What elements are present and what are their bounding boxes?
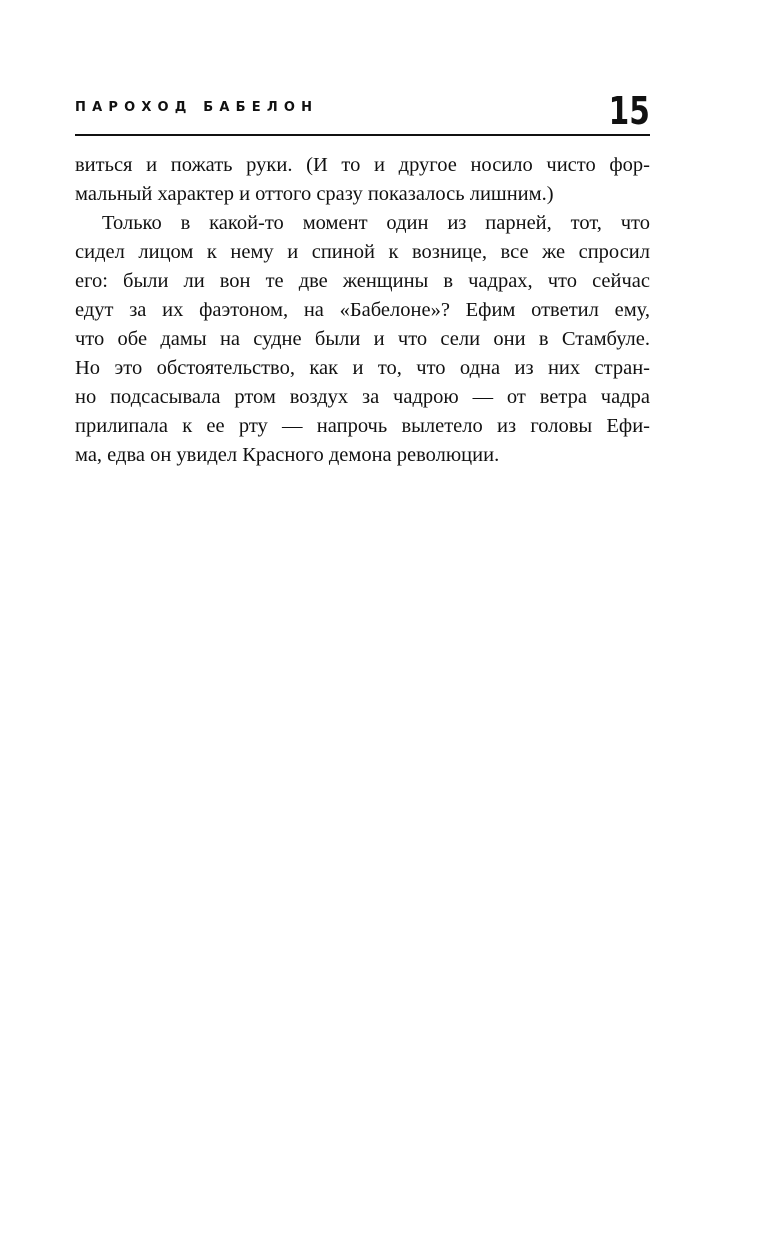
text-line: ма, едва он увидел Красного демона революции. xyxy=(75,444,500,466)
text-line: едут за их фаэтоном, на «Бабелоне»? Ефим ответил ему, xyxy=(75,299,650,321)
text-line: его: были ли вон те две женщины в чадрах, что сейчас xyxy=(75,270,650,292)
text-line: сидел лицом к нему и спиной к вознице, все же спросил xyxy=(75,241,650,263)
header-rule xyxy=(75,134,650,136)
text-line: виться и пожать руки. (И то и другое носило чисто фор- xyxy=(75,154,650,176)
body-text xyxy=(75,151,650,470)
text-line: Но это обстоятельство, как и то, что одна из них стран- xyxy=(75,357,650,379)
text-line: Только в какой-то момент один из парней, тот, что xyxy=(102,212,650,234)
text-line: что обе дамы на судне были и что сели они в Стамбуле. xyxy=(75,328,650,350)
text-line: мальный характер и оттого сразу показалось лишним.) xyxy=(75,183,554,205)
page-number: 15 xyxy=(608,89,650,133)
text-line: но подсасывала ртом воздух за чадрою — от ветра чадра xyxy=(75,386,650,408)
text-line: прилипала к ее рту — напрочь вылетело из головы Ефи- xyxy=(75,415,650,437)
running-header xyxy=(75,89,650,138)
running-header-title: ПАРОХОД БАБЕЛОН xyxy=(75,100,319,115)
